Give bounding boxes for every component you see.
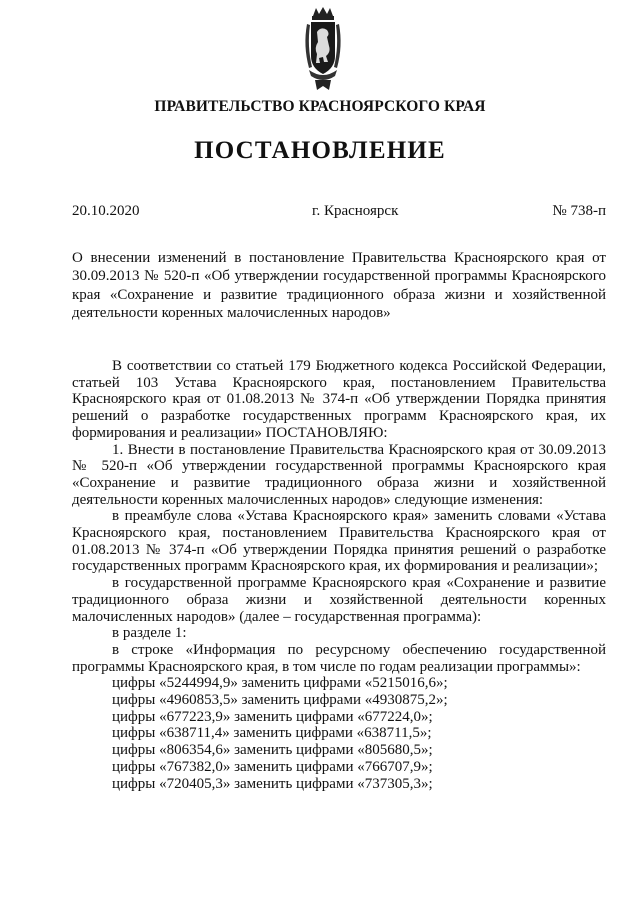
replacement-line: цифры «767382,0» заменить цифрами «766707,9»; xyxy=(112,758,433,775)
document-body xyxy=(72,358,606,792)
government-title: ПРАВИТЕЛЬСТВО КРАСНОЯРСКОГО КРАЯ xyxy=(154,98,486,115)
replacement-line: цифры «720405,3» заменить цифрами «737305,3»; xyxy=(112,775,433,792)
document-number: № 738-п xyxy=(552,203,606,219)
replacement-line: цифры «638711,4» заменить цифрами «638711,5»; xyxy=(112,725,432,742)
coat-of-arms-icon xyxy=(299,6,347,92)
preamble-paragraph: В соответствии со статьей 179 Бюджетного кодекса Российской Федерации, статьей 103 Устава Красноярского края, постановлением Правительства Красноярского края от 01.08.2013 № 374-п «Об утверждении Порядка принятия решений о разработке государственных программ Красноярского края, их формирования и реализации» ПОСТАНОВЛЯЮ: xyxy=(72,358,606,441)
section-heading: в разделе 1: xyxy=(112,625,187,642)
document-date: 20.10.2020 xyxy=(72,203,140,219)
program-intro-paragraph: в государственной программе Красноярского края «Сохранение и развитие традиционного образа жизни и хозяйственной деятельности коренных малочисленных народов» (далее – государственная программа): xyxy=(72,575,606,625)
preamble-change-paragraph: в преамбуле слова «Устава Красноярского края» заменить словами «Устава Красноярского края, постановлением Правительства Красноярского края от 01.08.2013 № 374-п «Об утверждении Порядка принятия решений о разработке государственных программ Красноярского края, их формирования и реализации»; xyxy=(72,508,606,575)
replacement-line: цифры «806354,6» заменить цифрами «805680,5»; xyxy=(112,742,433,759)
item-1-paragraph: 1. Внести в постановление Правительства Красноярского края от 30.09.2013 № 520-п «Об утверждении государственной программы Красноярского края «Сохранение и развитие традиционного образа жизни и хозяйственной деятельности коренных малочисленных народов» следующие изменения: xyxy=(72,441,606,508)
document-type-title: ПОСТАНОВЛЕНИЕ xyxy=(194,137,446,164)
replacement-line: цифры «5244994,9» заменить цифрами «5215016,6»; xyxy=(112,675,448,692)
replacement-line: цифры «677223,9» заменить цифрами «677224,0»; xyxy=(112,708,433,725)
row-intro-paragraph: в строке «Информация по ресурсному обеспечению государственной программы Красноярского края, в том числе по годам реализации программы»: xyxy=(72,641,606,675)
document-subject: О внесении изменений в постановление Правительства Красноярского края от 30.09.2013 № 520-п «Об утверждении государственной программы Красноярского края «Сохранение и развитие традиционного образа жизни и хозяйственной деятельности коренных малочисленных народов» xyxy=(72,250,606,321)
replacement-line: цифры «4960853,5» заменить цифрами «4930875,2»; xyxy=(112,692,448,709)
document-meta xyxy=(72,203,606,223)
document-city: г. Красноярск xyxy=(312,203,399,219)
